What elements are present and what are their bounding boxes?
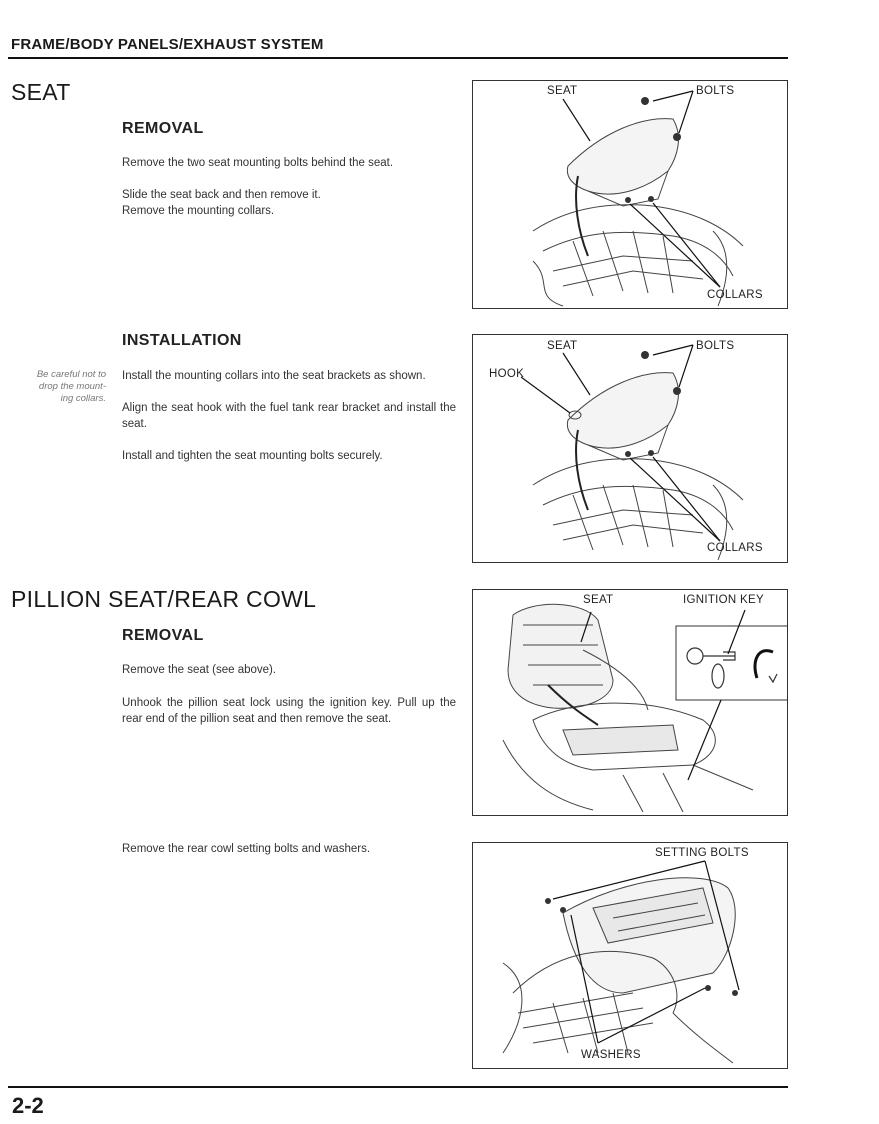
pillion-removal-heading: REMOVAL xyxy=(122,627,204,644)
side-note-line3: ing collars. xyxy=(60,393,106,404)
footer-rule xyxy=(8,1086,788,1088)
seat-installation-para2: Align the seat hook with the fuel tank rear bracket and install the seat. xyxy=(122,402,456,430)
figure-pillion-seat xyxy=(472,589,788,816)
figure4-label-washers: WASHERS xyxy=(581,1049,641,1061)
seat-installation-para3: Install and tighten the seat mounting bolts securely. xyxy=(122,450,383,462)
seat-installation-heading: INSTALLATION xyxy=(122,332,242,349)
header-rule xyxy=(8,57,788,59)
seat-removal-para1: Remove the two seat mounting bolts behind the seat. xyxy=(122,157,394,169)
seat-installation-side-note xyxy=(10,369,106,405)
figure-rear-cowl-drawing xyxy=(473,843,788,1069)
pillion-removal-para2: Unhook the pillion seat lock using the ignition key. Pull up the rear end of the pillion seat and then remove the seat. xyxy=(122,697,456,725)
seat-removal-para2-line1: Slide the seat back and then remove it. xyxy=(122,189,321,201)
section-title-pillion: PILLION SEAT/REAR COWL xyxy=(11,586,317,612)
seat-installation-para1: Install the mounting collars into the seat brackets as shown. xyxy=(122,370,426,382)
page-number: 2-2 xyxy=(12,1093,44,1118)
seat-removal-para2-line2: Remove the mounting collars. xyxy=(122,205,275,217)
side-note-line1: Be careful not to xyxy=(36,369,106,380)
figure1-label-bolts: BOLTS xyxy=(696,85,735,97)
figure2-label-hook: HOOK xyxy=(489,368,525,380)
side-note-line2: drop the mount- xyxy=(38,381,106,392)
figure4-label-setting-bolts: SETTING BOLTS xyxy=(655,847,749,859)
header-title: FRAME/BODY PANELS/EXHAUST SYSTEM xyxy=(11,36,324,53)
seat-removal-heading: REMOVAL xyxy=(122,120,204,137)
figure-rear-cowl xyxy=(472,842,788,1069)
pillion-removal-para3: Remove the rear cowl setting bolts and washers. xyxy=(122,843,371,855)
figure3-label-ignition-key: IGNITION KEY xyxy=(683,594,764,606)
figure3-label-seat: SEAT xyxy=(583,594,614,606)
pillion-removal-para1: Remove the seat (see above). xyxy=(122,664,277,676)
figure1-label-seat: SEAT xyxy=(547,85,578,97)
figure-seat-removal-drawing xyxy=(473,81,788,309)
section-title-seat: SEAT xyxy=(11,79,71,105)
figure2-label-seat: SEAT xyxy=(547,340,578,352)
figure-seat-installation xyxy=(472,334,788,563)
figure-pillion-seat-drawing xyxy=(473,590,788,816)
figure2-label-collars: COLLARS xyxy=(707,542,763,554)
figure-seat-removal xyxy=(472,80,788,309)
figure1-label-collars: COLLARS xyxy=(707,289,763,301)
figure2-label-bolts: BOLTS xyxy=(696,340,735,352)
